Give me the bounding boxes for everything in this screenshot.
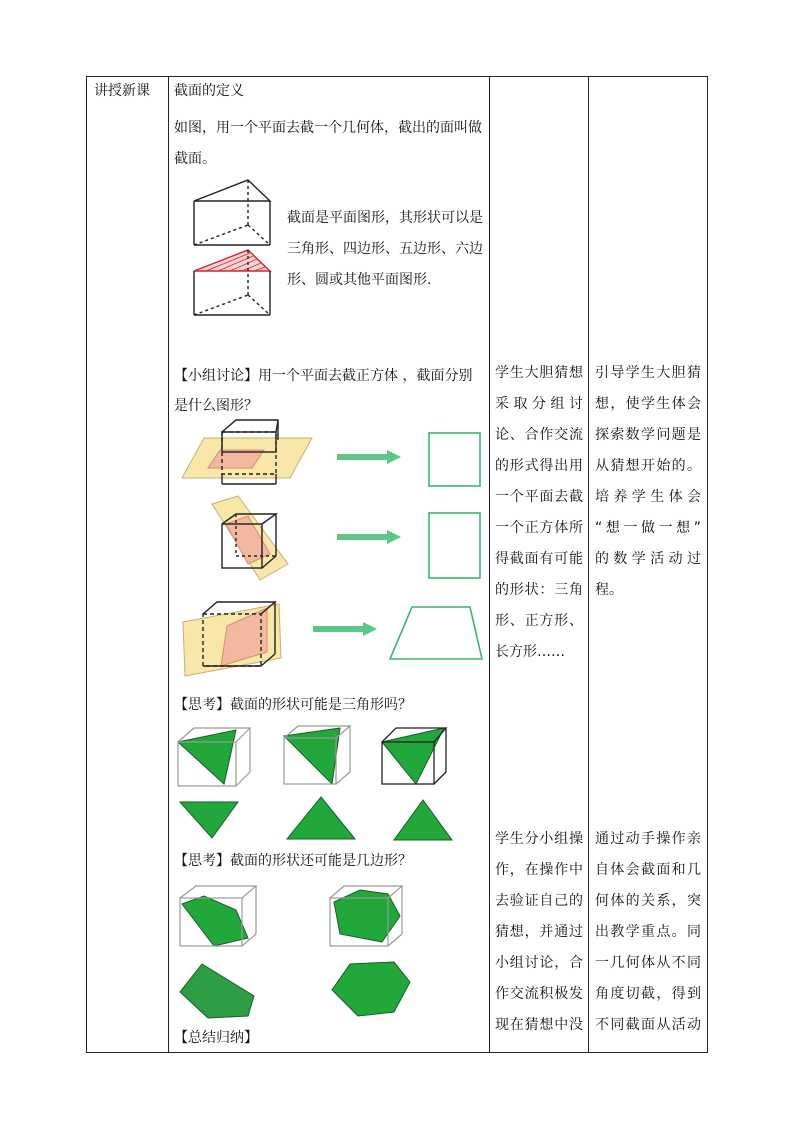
column-divider [168, 76, 169, 1053]
column-divider [588, 76, 589, 1053]
cube-oblique-cut-figure [183, 598, 283, 678]
definition-note-line: 三角形、四边形、五边形、六边 [287, 241, 483, 257]
cube-pentagon-section-figure [176, 882, 260, 950]
summary-heading: 【总结归纳】 [174, 1030, 258, 1046]
cube-vertical-cut-figure [208, 492, 290, 582]
square-section-shape [428, 432, 482, 488]
student-activity-text: 学生大胆猜想 采取分组讨 论、合作交流 的形式得出用 一个平面去截 一个正方体所 得截面有可能 的形状：三角 形、正方形、 长方形…… [495, 365, 583, 660]
cube-triangle-section-figure [282, 724, 354, 788]
definition-line: 如图，用一个平面去截一个几何体，截出的面叫做 [174, 120, 482, 136]
rectangle-section-shape [428, 512, 482, 580]
triangle-section-shape [285, 795, 357, 841]
think-triangle-question: 【思考】截面的形状可能是三角形吗？ [174, 697, 412, 713]
design-intent-text: 通过动手操作亲 自体会截面和几 何体的关系，突 出教学重点。同 一几何体从不同 角度切截，得到 不同截面从活动 [595, 831, 701, 1033]
trapezoid-section-shape [388, 605, 484, 661]
cube-horizontal-cut-figure [182, 428, 314, 488]
arrow-right-icon [337, 450, 403, 464]
discussion-line: 【小组讨论】用一个平面去截正方体 ，截面分别 [174, 368, 473, 384]
column-divider [489, 76, 490, 1053]
design-intent-text: 引导学生大胆猜 想，使学生体会 探索数学问题是 从猜想开始的。 培养学生体会 “想一做一想” 的数学活动过 程。 [595, 365, 701, 598]
discussion-line: 是什么图形？ [174, 398, 258, 414]
stage-label: 讲授新课 [94, 83, 150, 99]
definition-note-line: 截面是平面图形，其形状可以是 [287, 210, 483, 226]
cube-hexagon-section-figure [326, 882, 406, 950]
student-activity-text: 学生分小组操 作，在操作中 去验证自己的 猜想，并通过 小组讨论，合 作交流积极发 现在猜想中没 [495, 831, 583, 1033]
arrow-right-icon [313, 622, 379, 636]
arrow-right-icon [337, 530, 403, 544]
hexagon-section-shape [330, 960, 412, 1018]
prism-figure [186, 175, 282, 325]
triangle-section-shape [178, 800, 242, 840]
think-polygon-question: 【思考】截面的形状还可能是几边形？ [174, 853, 412, 869]
cube-triangle-section-figure [378, 724, 450, 788]
triangle-section-shape [392, 798, 454, 842]
definition-note-line: 形、圆或其他平面图形. [287, 272, 432, 288]
cube-triangle-section-figure [174, 724, 254, 788]
pentagon-section-shape [178, 962, 258, 1020]
definition-title: 截面的定义 [174, 83, 244, 99]
definition-line: 截面。 [174, 151, 216, 167]
